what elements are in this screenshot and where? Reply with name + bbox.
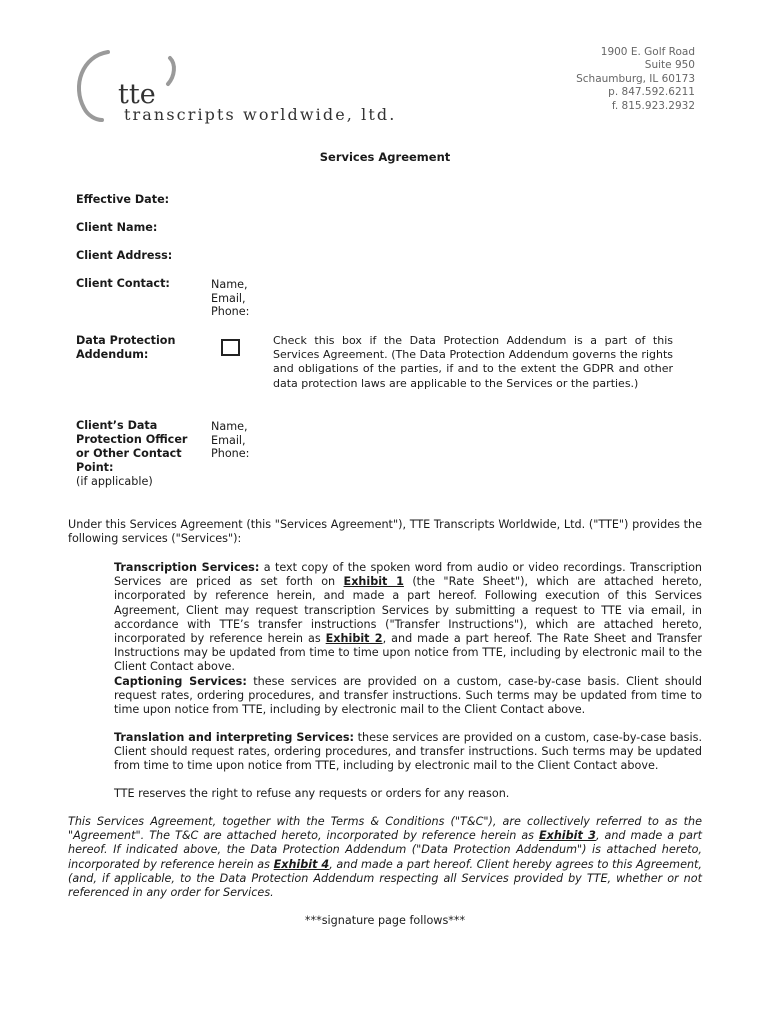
- transcription-heading: Transcription Services:: [114, 561, 260, 574]
- dpo-label-line: Protection Officer: [76, 433, 188, 446]
- dpa-checkbox[interactable]: [221, 339, 240, 356]
- dpo-label-line: Point:: [76, 461, 114, 474]
- address-line: p. 847.592.6211: [608, 86, 695, 99]
- client-contact-fields: [211, 278, 249, 319]
- exhibit-4-link[interactable]: Exhibit 4: [273, 857, 330, 871]
- client-name-label: Client Name:: [76, 221, 158, 234]
- address-line: f. 815.923.2932: [611, 99, 695, 112]
- address-line: 1900 E. Golf Road: [600, 46, 695, 58]
- dpa-note: Check this box if the Data Protection Addendum is a part of this Services Agreement. (The Data Protection Addendum governs the rights and obligations of the parties, if and to the extent the GDPR and other data protection laws are applicable to the Services or the parties.): [273, 334, 673, 390]
- dpa-label-line: Addendum:: [76, 348, 149, 361]
- captioning-paragraph: [114, 675, 702, 718]
- dpo-email: Email,: [211, 433, 246, 447]
- closing-text: , and made a part hereof. Client hereby agrees to this Agreement, (and, if applicable, to the Data Protection Addendum respecting all Services provided by TTE, whether or not referenced in any order for Services.: [68, 857, 702, 900]
- contact-name: Name,: [211, 278, 248, 291]
- dpo-label-line: Client’s Data: [76, 419, 158, 432]
- transcription-paragraph: [114, 561, 702, 675]
- address-line: Suite 950: [644, 59, 695, 72]
- dpo-if-applicable: (if applicable): [76, 475, 153, 488]
- dpo-label-line: or Other Contact: [76, 447, 182, 460]
- dpa-label: [76, 334, 175, 362]
- dpo-contact-fields: [211, 420, 249, 461]
- captioning-heading: Captioning Services:: [114, 675, 247, 688]
- closing-text: This Services Agreement, together with the Terms & Conditions ("T&C"), are collectively referred to as the "Agreement". The T&C are attached hereto, incorporated by reference herein as: [68, 815, 702, 843]
- exhibit-1-link[interactable]: Exhibit 1: [343, 575, 404, 589]
- contact-phone: Phone:: [211, 305, 250, 319]
- transcription-text: (the "Rate Sheet"), which are attached hereto, incorporated by reference herein, and made a part hereof. Following execution of this Services Agreement, Client may request transcription Services by submitting a request to TTE via email, in accordance with TTE’s transfer instructions ("Transfer Instructions"), which are attached hereto, incorporated by reference herein as: [114, 575, 703, 646]
- exhibit-3-link[interactable]: Exhibit 3: [538, 829, 596, 843]
- closing-text: , and made a part hereof. If indicated above, the Data Protection Addendum ("Data Protection Addendum") is attached hereto, incorporated by reference herein as: [68, 829, 702, 871]
- company-address: [576, 46, 695, 113]
- signature-page-note: ***signature page follows***: [304, 914, 466, 927]
- address-line: Schaumburg, IL 60173: [576, 72, 695, 85]
- exhibit-2-link[interactable]: Exhibit 2: [325, 632, 383, 646]
- document-title: Services Agreement: [319, 150, 451, 164]
- client-contact-label: Client Contact:: [76, 277, 170, 290]
- transcription-text: a text copy of the spoken word from audio or video recordings. Transcription Services are priced as set forth on: [114, 561, 703, 589]
- translation-paragraph: [114, 731, 702, 774]
- transcription-text: , and made a part hereof. The Rate Sheet and Transfer Instructions may be updated from time to time upon notice from TTE, including by electronic mail to the Client Contact above.: [114, 632, 703, 674]
- translation-text: these services are provided on a custom, case-by-case basis. Client should request rates, ordering procedures, and transfer instructions. Such terms may be updated from time to time upon notice from TTE, including by electronic mail to the Client Contact above.: [114, 731, 702, 773]
- dpo-label: [76, 419, 206, 489]
- reserve-paragraph: TTE reserves the right to refuse any requests or orders for any reason.: [114, 787, 510, 800]
- dpo-phone: Phone:: [211, 447, 250, 461]
- logo-full-text: transcripts worldwide, ltd.: [124, 105, 397, 124]
- closing-paragraph: [68, 815, 702, 900]
- company-logo: [72, 46, 432, 128]
- captioning-text: these services are provided on a custom, case-by-case basis. Client should request rates, ordering procedures, and transfer instructions. Such terms may be updated from time to time upon notice from TTE, including by electronic mail to the Client Contact above.: [114, 675, 702, 717]
- contact-email: Email,: [211, 291, 246, 305]
- dpo-name: Name,: [211, 420, 248, 433]
- client-address-label: Client Address:: [76, 249, 173, 262]
- intro-paragraph: Under this Services Agreement (this "Services Agreement"), TTE Transcripts Worldwide, Ltd. ("TTE") provides the following services ("Services"):: [68, 518, 702, 546]
- dpa-label-line: Data Protection: [76, 334, 176, 347]
- translation-heading: Translation and interpreting Services:: [114, 731, 354, 744]
- effective-date-label: Effective Date:: [76, 193, 170, 206]
- logo-short-text: tte: [118, 79, 156, 110]
